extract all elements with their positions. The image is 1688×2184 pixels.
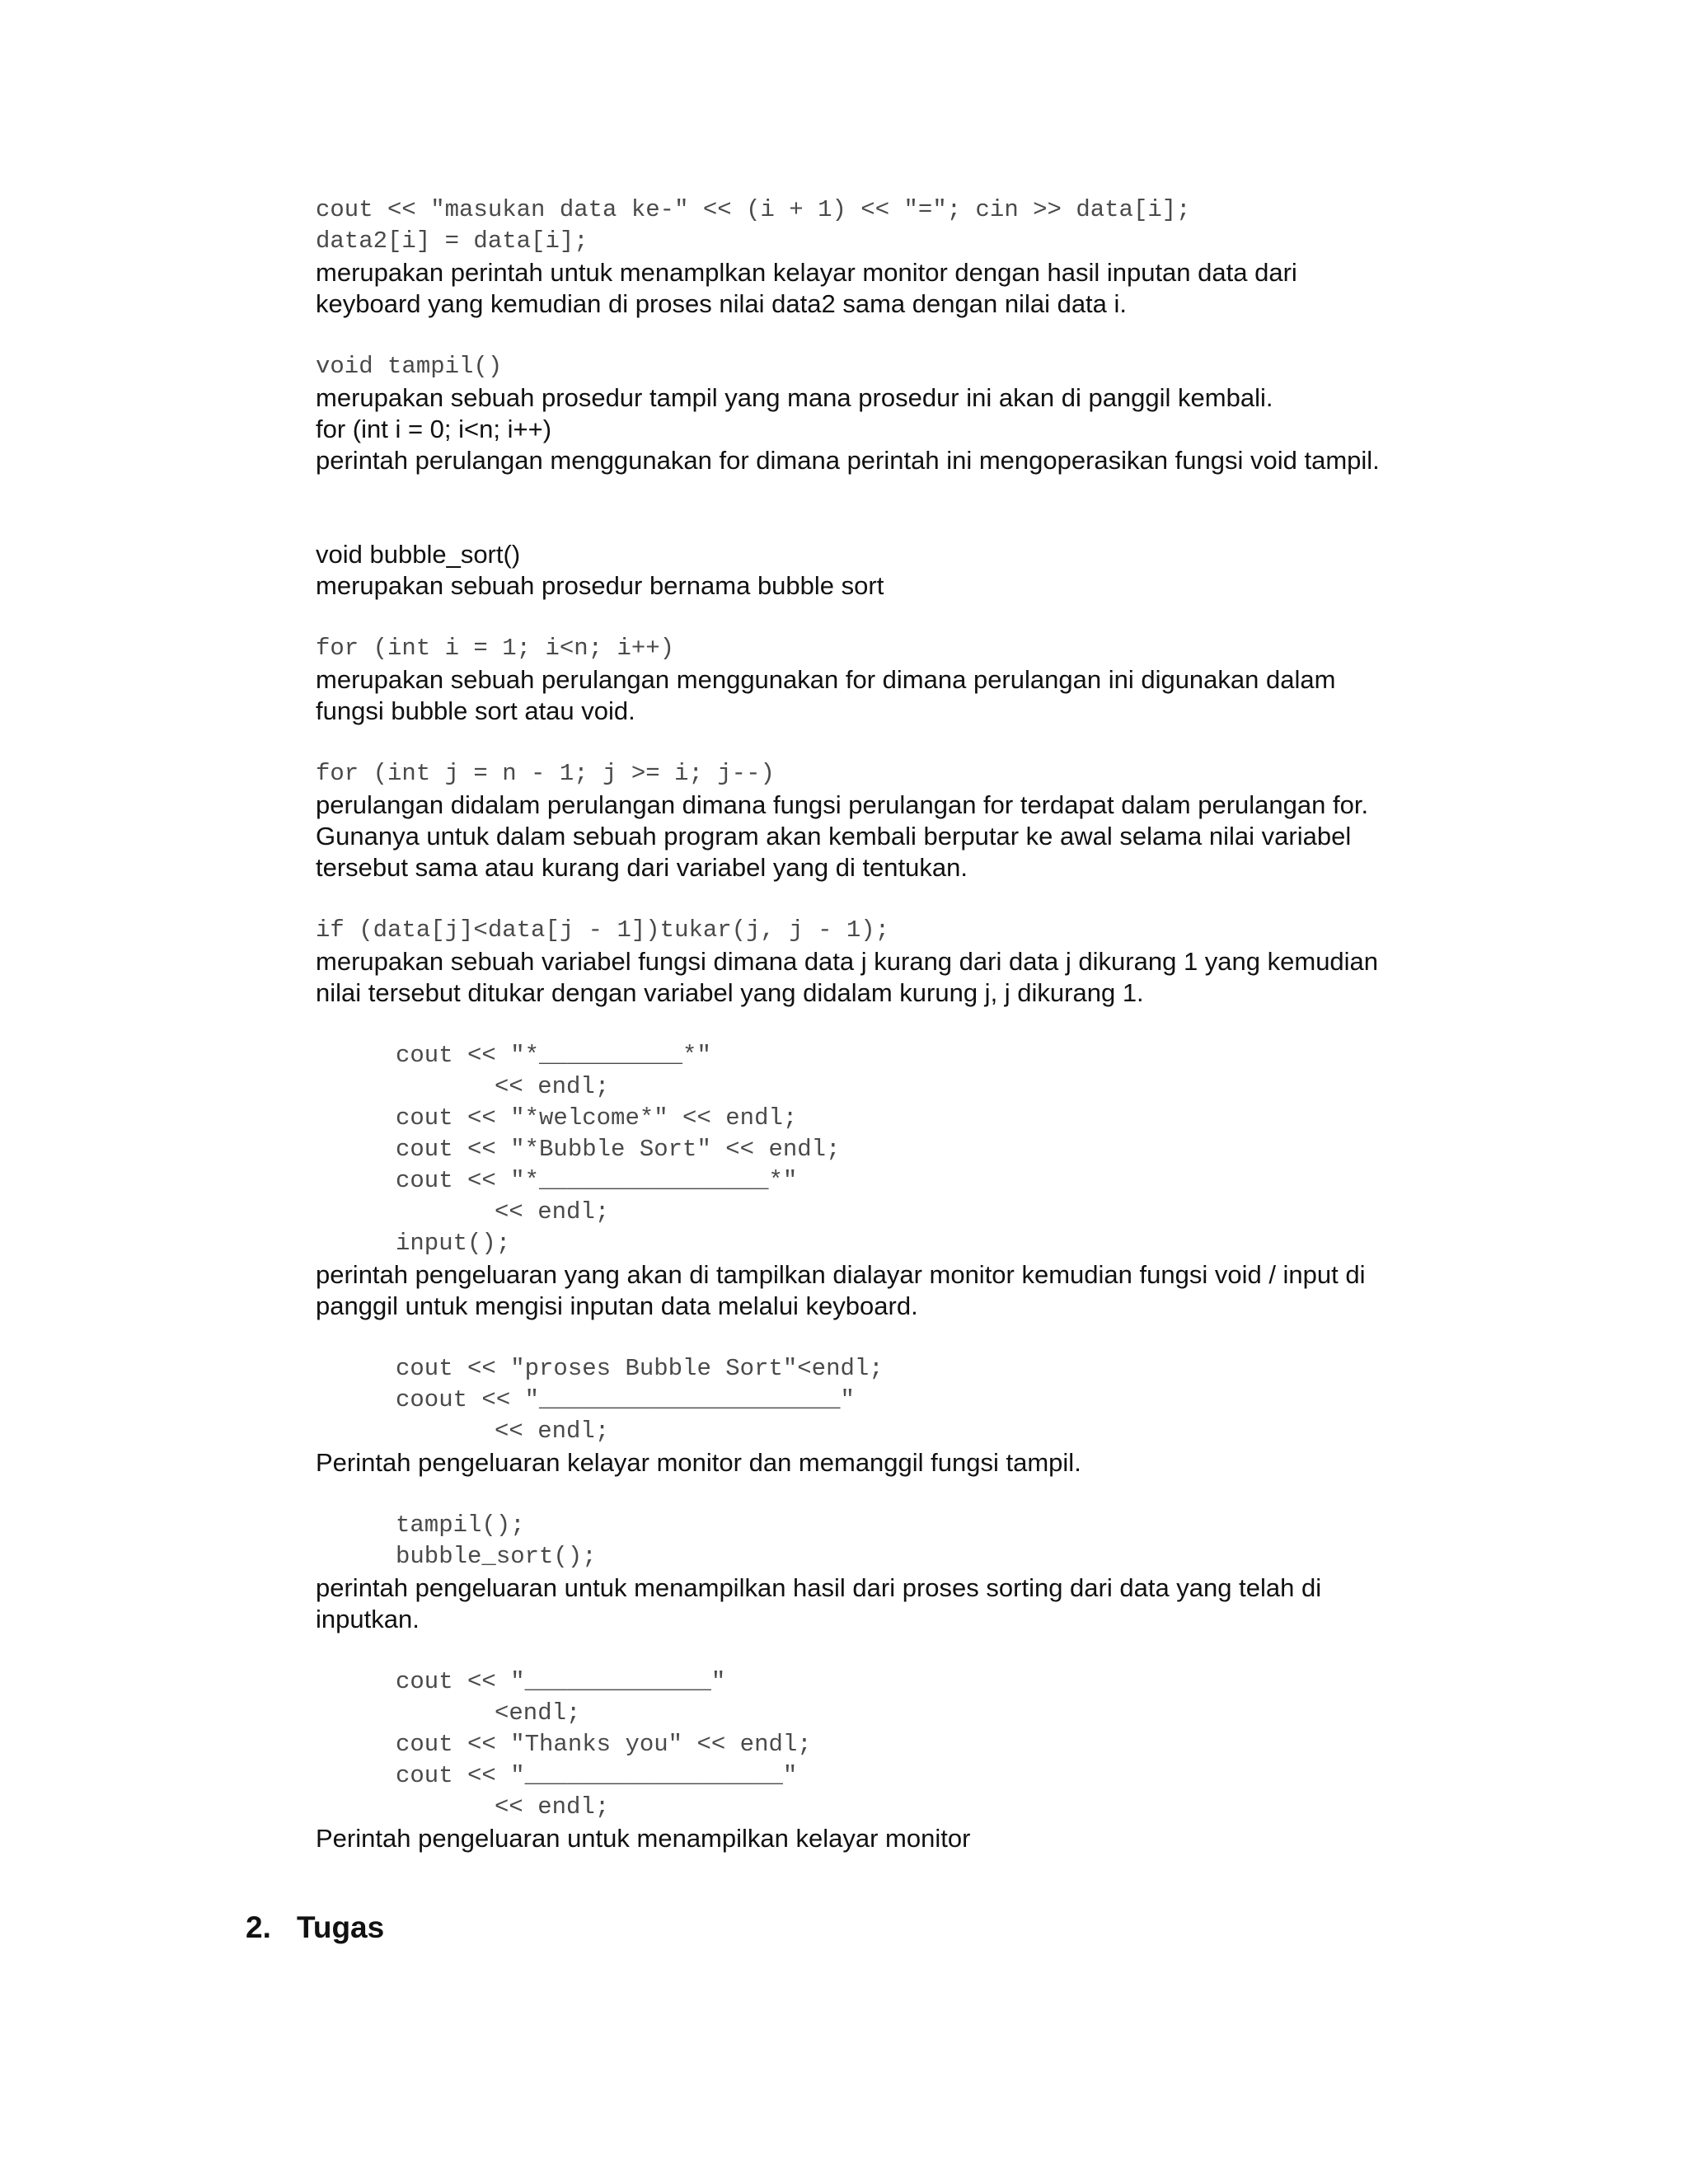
text-line: tersebut sama atau kurang dari variabel yang di tentukan. [316, 853, 968, 882]
code-line: cout << "*Bubble Sort" << endl; [396, 1136, 841, 1163]
spacer [316, 727, 1470, 758]
text-line: perulangan didalam perulangan dimana fungsi perulangan for terdapat dalam perulangan for. [316, 790, 1369, 819]
code-line: << endl; [495, 1073, 610, 1100]
document-body [316, 194, 1470, 1854]
section-number: 2. [246, 1910, 271, 1944]
section-title: Tugas [297, 1910, 385, 1944]
code-line: cout << "_____________" [396, 1668, 726, 1695]
text-line: Perintah pengeluaran kelayar monitor dan memanggil fungsi tampil. [316, 1448, 1081, 1477]
text-line: merupakan sebuah prosedur bernama bubble sort [316, 571, 884, 600]
code-line: coout << "_____________________" [396, 1386, 855, 1413]
text-line: merupakan sebuah variabel fungsi dimana data j kurang dari data j dikurang 1 yang kemudian [316, 947, 1379, 976]
code-line: tampil(); [396, 1511, 525, 1539]
text-line: Gunanya untuk dalam sebuah program akan kembali berputar ke awal selama nilai variabel [316, 822, 1352, 851]
text-line: void bubble_sort() [316, 540, 521, 569]
code-line: data2[i] = data[i]; [316, 227, 588, 255]
code-line: cout << "*welcome*" << endl; [396, 1104, 798, 1132]
text-line: perintah pengeluaran yang akan di tampilkan dialayar monitor kemudian fungsi void / input di [316, 1260, 1366, 1289]
text-line: nilai tersebut ditukar dengan variabel yang didalam kurung j, j dikurang 1. [316, 978, 1144, 1007]
text-line: perintah pengeluaran untuk menampilkan hasil dari proses sorting dari data yang telah di [316, 1573, 1322, 1602]
code-line: cout << "Thanks you" << endl; [396, 1731, 812, 1758]
spacer [316, 1635, 1470, 1666]
code-line: cout << "*__________*" [396, 1042, 711, 1069]
text-line: merupakan sebuah prosedur tampil yang mana prosedur ini akan di panggil kembali. [316, 383, 1273, 412]
code-line: bubble_sort(); [396, 1543, 597, 1570]
code-line: cout << "masukan data ke-" << (i + 1) << "="; cin >> data[i]; [316, 196, 1191, 223]
spacer [316, 602, 1470, 633]
text-line: fungsi bubble sort atau void. [316, 696, 635, 725]
spacer [316, 883, 1470, 915]
code-line: if (data[j]<data[j - 1])tukar(j, j - 1); [316, 916, 890, 944]
code-line: <endl; [495, 1699, 581, 1727]
text-line: for (int i = 0; i<n; i++) [316, 415, 552, 443]
code-line: << endl; [495, 1198, 610, 1226]
spacer [316, 320, 1470, 351]
text-line: keyboard yang kemudian di proses nilai data2 sama dengan nilai data i. [316, 289, 1128, 318]
code-line: for (int i = 1; i<n; i++) [316, 635, 675, 662]
spacer [316, 1479, 1470, 1510]
section-heading [246, 1910, 384, 1945]
code-line: input(); [396, 1230, 511, 1257]
code-line: for (int j = n - 1; j >= i; j--) [316, 760, 775, 787]
code-line: void tampil() [316, 353, 503, 380]
spacer [316, 476, 1470, 539]
code-line: cout << "*________________*" [396, 1167, 798, 1194]
code-line: cout << "__________________" [396, 1762, 798, 1789]
spacer [316, 1322, 1470, 1353]
text-line: merupakan perintah untuk menamplkan kelayar monitor dengan hasil inputan data dari [316, 258, 1297, 287]
code-line: << endl; [495, 1793, 610, 1821]
text-line: inputkan. [316, 1605, 420, 1633]
code-line: << endl; [495, 1418, 610, 1445]
spacer [316, 1009, 1470, 1040]
text-line: panggil untuk mengisi inputan data melalui keyboard. [316, 1291, 918, 1320]
code-line: cout << "proses Bubble Sort"<endl; [396, 1355, 884, 1382]
text-line: merupakan sebuah perulangan menggunakan for dimana perulangan ini digunakan dalam [316, 665, 1336, 694]
text-line: perintah perulangan menggunakan for dimana perintah ini mengoperasikan fungsi void tampil. [316, 446, 1380, 475]
text-line: Perintah pengeluaran untuk menampilkan kelayar monitor [316, 1824, 971, 1853]
